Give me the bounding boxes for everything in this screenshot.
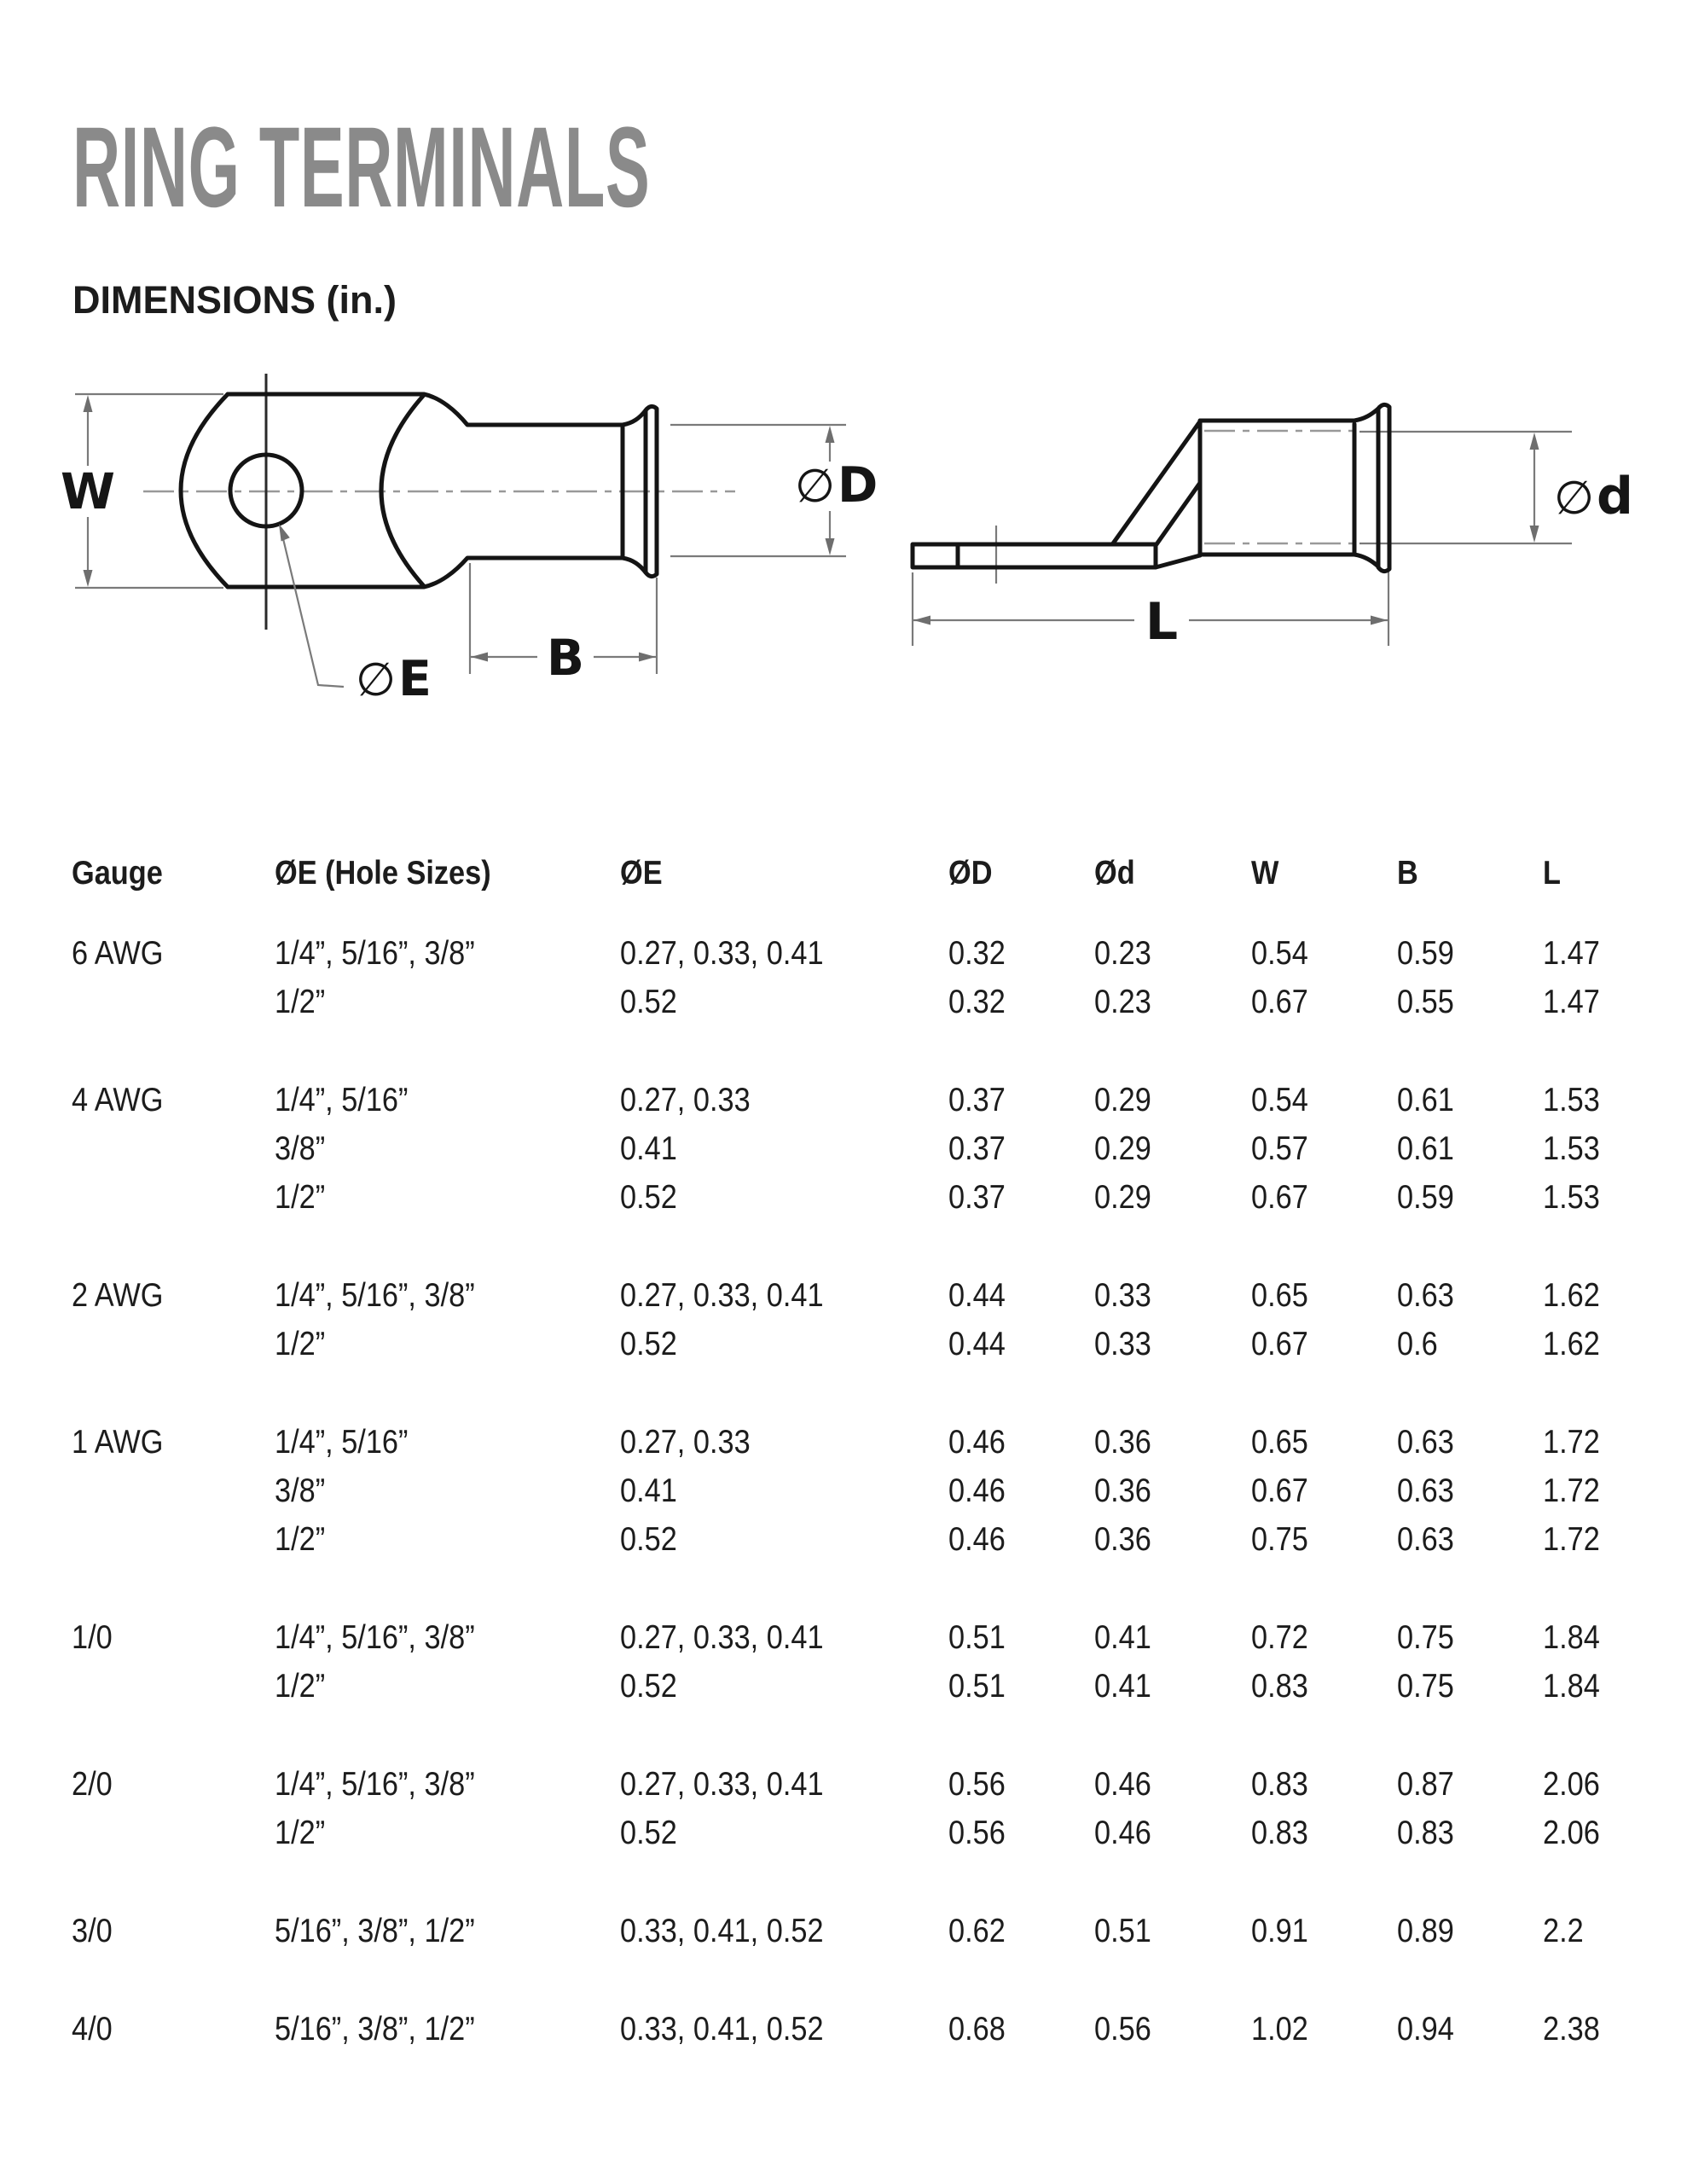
cell-hole-sizes: 5/16”, 3/8”, 1/2” bbox=[275, 1913, 475, 1949]
cell-od-small: 0.46 bbox=[1094, 1766, 1151, 1803]
table-row bbox=[0, 1662, 1687, 1711]
cell-oe: 0.27, 0.33, 0.41 bbox=[620, 1619, 824, 1656]
dimensions-table bbox=[0, 849, 1687, 2053]
section-heading: DIMENSIONS (in.) bbox=[72, 278, 397, 322]
cell-gauge: 2/0 bbox=[72, 1766, 113, 1803]
table-header-row bbox=[0, 849, 1687, 897]
cell-hole-sizes: 1/4”, 5/16” bbox=[275, 1424, 409, 1461]
cell-od-small: 0.36 bbox=[1094, 1472, 1151, 1509]
cell-b: 0.63 bbox=[1397, 1277, 1454, 1314]
table-row bbox=[0, 1076, 1687, 1124]
cell-hole-sizes: 1/2” bbox=[275, 1179, 326, 1216]
cell-b: 0.63 bbox=[1397, 1424, 1454, 1461]
cell-hole-sizes: 1/4”, 5/16”, 3/8” bbox=[275, 1766, 475, 1803]
cell-l: 1.53 bbox=[1543, 1082, 1600, 1118]
cell-l: 1.84 bbox=[1543, 1668, 1600, 1705]
cell-hole-sizes: 3/8” bbox=[275, 1130, 326, 1167]
cell-od-small: 0.36 bbox=[1094, 1521, 1151, 1558]
ring-terminal-drawing bbox=[0, 358, 1687, 759]
cell-od: 0.56 bbox=[948, 1815, 1006, 1851]
cell-w: 0.65 bbox=[1251, 1277, 1308, 1314]
table-row bbox=[0, 1418, 1687, 1467]
cell-od: 0.62 bbox=[948, 1913, 1006, 1949]
od-label: ∅D bbox=[795, 457, 878, 514]
cell-oe: 0.41 bbox=[620, 1130, 677, 1167]
side-view-diagram bbox=[913, 404, 1633, 652]
cell-oe: 0.41 bbox=[620, 1472, 677, 1509]
cell-b: 0.89 bbox=[1397, 1913, 1454, 1949]
cell-od-small: 0.29 bbox=[1094, 1082, 1151, 1118]
cell-od: 0.32 bbox=[948, 984, 1006, 1020]
cell-gauge: 1 AWG bbox=[72, 1424, 164, 1461]
cell-oe: 0.52 bbox=[620, 984, 677, 1020]
cell-oe: 0.27, 0.33, 0.41 bbox=[620, 1277, 824, 1314]
dimension-b bbox=[470, 629, 657, 687]
cell-b: 0.61 bbox=[1397, 1082, 1454, 1118]
cell-w: 0.72 bbox=[1251, 1619, 1308, 1656]
cell-l: 1.72 bbox=[1543, 1521, 1600, 1558]
table-row bbox=[0, 1809, 1687, 1857]
cell-oe: 0.27, 0.33 bbox=[620, 1082, 751, 1118]
cell-w: 0.83 bbox=[1251, 1815, 1308, 1851]
cell-hole-sizes: 1/2” bbox=[275, 1815, 326, 1851]
cell-b: 0.55 bbox=[1397, 984, 1454, 1020]
cell-od-small: 0.51 bbox=[1094, 1913, 1151, 1949]
cell-oe: 0.33, 0.41, 0.52 bbox=[620, 1913, 824, 1949]
cell-od: 0.37 bbox=[948, 1179, 1006, 1216]
cell-oe: 0.27, 0.33, 0.41 bbox=[620, 935, 824, 972]
cell-b: 0.63 bbox=[1397, 1472, 1454, 1509]
cell-w: 0.67 bbox=[1251, 984, 1308, 1020]
cell-gauge: 1/0 bbox=[72, 1619, 113, 1656]
table-row bbox=[0, 1271, 1687, 1320]
header-hole-sizes: ØE (Hole Sizes) bbox=[275, 855, 491, 892]
cell-w: 0.75 bbox=[1251, 1521, 1308, 1558]
table-row bbox=[0, 1613, 1687, 1662]
cell-od-small: 0.36 bbox=[1094, 1424, 1151, 1461]
b-label: B bbox=[546, 629, 585, 687]
cell-b: 0.61 bbox=[1397, 1130, 1454, 1167]
cell-l: 2.06 bbox=[1543, 1815, 1600, 1851]
header-l: L bbox=[1543, 855, 1561, 892]
cell-w: 0.67 bbox=[1251, 1326, 1308, 1362]
dimension-w bbox=[61, 395, 115, 587]
cell-l: 1.53 bbox=[1543, 1130, 1600, 1167]
cell-gauge: 3/0 bbox=[72, 1913, 113, 1949]
table-body bbox=[0, 929, 1687, 2053]
cell-hole-sizes: 1/4”, 5/16”, 3/8” bbox=[275, 1277, 475, 1314]
cell-od: 0.37 bbox=[948, 1082, 1006, 1118]
cell-od-small: 0.23 bbox=[1094, 984, 1151, 1020]
cell-w: 0.57 bbox=[1251, 1130, 1308, 1167]
cell-hole-sizes: 1/2” bbox=[275, 1326, 326, 1362]
cell-l: 1.84 bbox=[1543, 1619, 1600, 1656]
cell-od: 0.46 bbox=[948, 1521, 1006, 1558]
cell-hole-sizes: 1/4”, 5/16” bbox=[275, 1082, 409, 1118]
cell-od: 0.68 bbox=[948, 2011, 1006, 2048]
cell-oe: 0.52 bbox=[620, 1521, 677, 1558]
table-row bbox=[0, 1907, 1687, 1955]
cell-od-small: 0.33 bbox=[1094, 1277, 1151, 1314]
cell-w: 0.83 bbox=[1251, 1766, 1308, 1803]
header-od-small: Ød bbox=[1094, 855, 1135, 892]
table-row bbox=[0, 929, 1687, 978]
cell-gauge: 4/0 bbox=[72, 2011, 113, 2048]
cell-b: 0.63 bbox=[1397, 1521, 1454, 1558]
cell-b: 0.59 bbox=[1397, 935, 1454, 972]
cell-od-small: 0.46 bbox=[1094, 1815, 1151, 1851]
table-row bbox=[0, 1320, 1687, 1368]
cell-hole-sizes: 1/2” bbox=[275, 1668, 326, 1705]
cell-l: 2.06 bbox=[1543, 1766, 1600, 1803]
dimension-d-small bbox=[1530, 433, 1634, 543]
cell-od: 0.44 bbox=[948, 1277, 1006, 1314]
d-small-label: ∅d bbox=[1554, 467, 1633, 526]
cell-gauge: 2 AWG bbox=[72, 1277, 164, 1314]
cell-l: 1.53 bbox=[1543, 1179, 1600, 1216]
dimension-od bbox=[795, 426, 878, 555]
header-od: ØD bbox=[948, 855, 993, 892]
cell-od: 0.32 bbox=[948, 935, 1006, 972]
table-row bbox=[0, 1515, 1687, 1564]
table-row bbox=[0, 1124, 1687, 1173]
cell-hole-sizes: 5/16”, 3/8”, 1/2” bbox=[275, 2011, 475, 2048]
cell-od-small: 0.33 bbox=[1094, 1326, 1151, 1362]
cell-od: 0.46 bbox=[948, 1424, 1006, 1461]
cell-od: 0.51 bbox=[948, 1619, 1006, 1656]
cell-w: 0.91 bbox=[1251, 1913, 1308, 1949]
cell-od: 0.51 bbox=[948, 1668, 1006, 1705]
cell-l: 1.62 bbox=[1543, 1326, 1600, 1362]
dimension-diagrams bbox=[0, 358, 1687, 759]
cell-b: 0.75 bbox=[1397, 1619, 1454, 1656]
cell-w: 0.54 bbox=[1251, 1082, 1308, 1118]
cell-od: 0.37 bbox=[948, 1130, 1006, 1167]
cell-l: 2.2 bbox=[1543, 1913, 1584, 1949]
cell-oe: 0.27, 0.33, 0.41 bbox=[620, 1766, 824, 1803]
cell-oe: 0.52 bbox=[620, 1815, 677, 1851]
cell-od-small: 0.29 bbox=[1094, 1179, 1151, 1216]
cell-l: 1.62 bbox=[1543, 1277, 1600, 1314]
cell-gauge: 6 AWG bbox=[72, 935, 164, 972]
cell-hole-sizes: 1/4”, 5/16”, 3/8” bbox=[275, 1619, 475, 1656]
cell-w: 0.67 bbox=[1251, 1472, 1308, 1509]
page-title: RING TERMINALS bbox=[72, 104, 651, 231]
cell-od: 0.44 bbox=[948, 1326, 1006, 1362]
table-row bbox=[0, 1467, 1687, 1515]
cell-od: 0.46 bbox=[948, 1472, 1006, 1509]
cell-od-small: 0.56 bbox=[1094, 2011, 1151, 2048]
cell-oe: 0.27, 0.33 bbox=[620, 1424, 751, 1461]
cell-w: 1.02 bbox=[1251, 2011, 1308, 2048]
cell-oe: 0.33, 0.41, 0.52 bbox=[620, 2011, 824, 2048]
cell-b: 0.94 bbox=[1397, 2011, 1454, 2048]
side-centerlines bbox=[1204, 431, 1353, 543]
cell-hole-sizes: 3/8” bbox=[275, 1472, 326, 1509]
cell-oe: 0.52 bbox=[620, 1668, 677, 1705]
cell-l: 1.72 bbox=[1543, 1472, 1600, 1509]
cell-gauge: 4 AWG bbox=[72, 1082, 164, 1118]
cell-od: 0.56 bbox=[948, 1766, 1006, 1803]
cell-b: 0.6 bbox=[1397, 1326, 1438, 1362]
cell-w: 0.65 bbox=[1251, 1424, 1308, 1461]
cell-hole-sizes: 1/4”, 5/16”, 3/8” bbox=[275, 935, 475, 972]
cell-od-small: 0.29 bbox=[1094, 1130, 1151, 1167]
cell-oe: 0.52 bbox=[620, 1326, 677, 1362]
oe-label: ∅E bbox=[356, 651, 432, 707]
cell-l: 1.47 bbox=[1543, 984, 1600, 1020]
table-row bbox=[0, 2005, 1687, 2053]
dimension-l bbox=[913, 592, 1388, 652]
cell-l: 1.47 bbox=[1543, 935, 1600, 972]
table-row bbox=[0, 978, 1687, 1026]
cell-w: 0.54 bbox=[1251, 935, 1308, 972]
cell-oe: 0.52 bbox=[620, 1179, 677, 1216]
cell-b: 0.75 bbox=[1397, 1668, 1454, 1705]
cell-b: 0.83 bbox=[1397, 1815, 1454, 1851]
table-row bbox=[0, 1760, 1687, 1809]
header-w: W bbox=[1251, 855, 1279, 892]
cell-hole-sizes: 1/2” bbox=[275, 1521, 326, 1558]
front-view-diagram bbox=[61, 374, 878, 707]
header-gauge: Gauge bbox=[72, 855, 163, 892]
cell-hole-sizes: 1/2” bbox=[275, 984, 326, 1020]
w-label: W bbox=[61, 462, 115, 520]
cell-od-small: 0.41 bbox=[1094, 1668, 1151, 1705]
header-oe: ØE bbox=[620, 855, 663, 892]
cell-l: 2.38 bbox=[1543, 2011, 1600, 2048]
cell-od-small: 0.41 bbox=[1094, 1619, 1151, 1656]
cell-l: 1.72 bbox=[1543, 1424, 1600, 1461]
cell-w: 0.83 bbox=[1251, 1668, 1308, 1705]
dimension-oe bbox=[279, 524, 432, 707]
cell-b: 0.59 bbox=[1397, 1179, 1454, 1216]
table-row bbox=[0, 1173, 1687, 1222]
header-b: B bbox=[1397, 855, 1418, 892]
l-label: L bbox=[1145, 592, 1179, 652]
cell-od-small: 0.23 bbox=[1094, 935, 1151, 972]
cell-b: 0.87 bbox=[1397, 1766, 1454, 1803]
cell-w: 0.67 bbox=[1251, 1179, 1308, 1216]
